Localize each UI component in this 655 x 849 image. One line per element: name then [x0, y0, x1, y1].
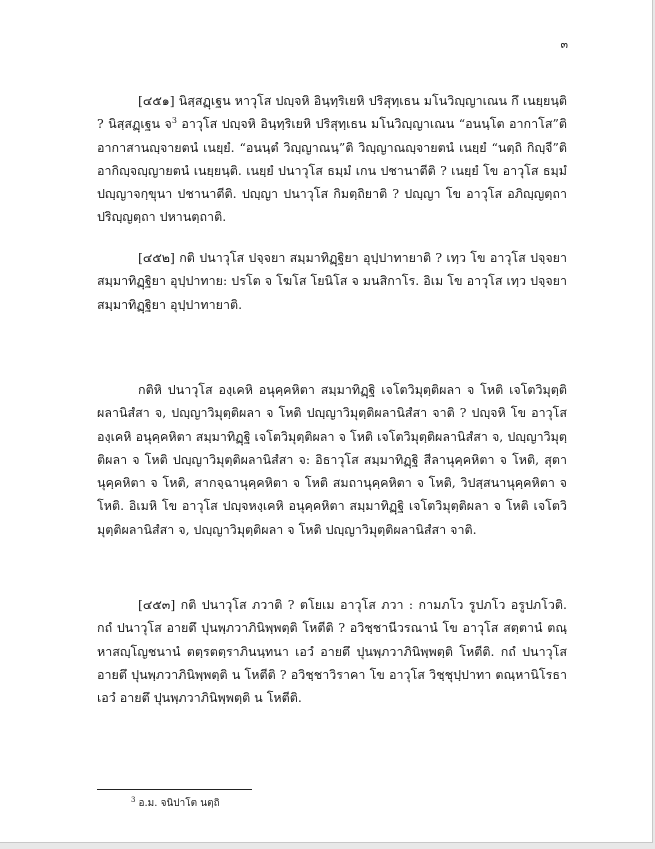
footnote-number: 3	[131, 795, 136, 804]
footnote	[131, 797, 220, 811]
footnote-reference[interactable]: 3	[171, 116, 177, 126]
paragraph-451-text-start: [๔๕๑] นิสฺสฏฺเฐน หาวุโส ปญฺจหิ อินฺทฺริเยหิ ปริสุทฺเธน มโนวิญฺญาเณน กึ เนยฺยนฺติ ? นิสฺสฏฺเฐน จ	[97, 93, 567, 132]
paragraph-452: [๔๕๒] กติ ปนาวุโส ปจฺจยา สมฺมาทิฏฺฐิยา อุปฺปาทายาติ ? เทฺว โข อาวุโส ปจฺจยา สมฺมาทิฏฺฐิยา อุปฺปาทาย: ปรโต จ โฆโส โยนิโส จ มนสิกาโร. อิเม โข อาวุโส เทฺว ปจฺจยา สมฺมาทิฏฺฐิยา อุปฺปาทายาติ.	[97, 250, 567, 312]
paragraph-451-text-end: อาวุโส ปญฺจหิ อินฺทฺริเยหิ ปริสุทฺเธน มโนวิญฺญาเณน “อนนฺโต อากาโส”ติ อากาสานญฺจายตนํ เนยฺยํ. “อนนฺตํ วิญฺญาณนฺ”ติ วิญฺญาณญฺจายตนํ เนยฺยํ “นตฺถิ กิญฺจี”ติ อากิญฺจญฺญายตนํ เนยฺยนฺติ. เนยฺยํ ปนาวุโส ธมฺมํ เกน ปชานาตีติ ? เนยฺยํ โข อาวุโส ธมฺมํ ปญฺญาจกฺขุนา ปชานาตีติ. ปญฺญา ปนาวุโส กิมตฺถิยาติ ? ปญฺญา โข อาวุโส อภิญฺญตฺถา ปริญฺญตฺถา ปหานตฺถาติ.	[97, 116, 567, 225]
paragraph-453: [๔๕๓] กติ ปนาวุโส ภวาติ ? ตโยเม อาวุโส ภวา : กามภโว รูปภโว อรูปภโวติ. กถํ ปนาวุโส อายตึ ปุนพฺภวาภินิพฺพตฺติ โหตีติ ? อวิชฺชานีวรณานํ โข อาวุโส สตฺตานํ ตณฺหาสญฺโญชนานํ ตตฺรตตฺราภินนฺทนา เอวํ อายตึ ปุนพฺภวาภินิพฺพตฺติ โหตีติ. กถํ ปนาวุโส อายตึ ปุนพฺภวาภินิพฺพตฺติ น โหตีติ ? อวิชฺชาวิราคา โข อาวุโส วิชฺชุปฺปาทา ตณฺหานิโรธา เอวํ อายตึ ปุนพฺภวาภินิพฺพตฺติ น โหตีติ.	[97, 597, 567, 706]
footnote-separator	[97, 789, 252, 790]
paragraph-452-continued: กติหิ ปนาวุโส องฺเคหิ อนุคฺคหิตา สมฺมาทิฏฺฐิ เจโตวิมุตฺติผลา จ โหติ เจโตวิมุตฺติผลานิสํสา จ, ปญฺญาวิมุตฺติผลา จ โหติ ปญฺญาวิมุตฺติผลานิสํสา จาติ ? ปญฺจหิ โข อาวุโส องฺเคหิ อนุคฺคหิตา สมฺมาทิฏฺฐิ เจโตวิมุตฺติผลา จ โหติ เจโตวิมุตฺติผลานิสํสา จ, ปญฺญาวิมุตฺติผลา จ โหติ ปญฺญาวิมุตฺติผลานิสํสา จ: อิธาวุโส สมฺมาทิฏฺฐิ สีลานุคฺคหิตา จ โหติ, สุตานุคฺคหิตา จ โหติ, สากจฺฉานุคฺคหิตา จ โหติ สมถานุคฺคหิตา จ โหติ, วิปสฺสนานุคฺคหิตา จ โหติ. อิเมหิ โข อาวุโส ปญฺจหงฺเคหิ อนุคฺคหิตา สมฺมาทิฏฺฐิ เจโตวิมุตฺติผลา จ โหติ เจโตวิมุตฺติผลานิสํสา จ, ปญฺญาวิมุตฺติผลา จ โหติ ปญฺญาวิมุตฺติผลานิสํสา จาติ.	[97, 382, 567, 537]
footnote-text: อ.ม. จนิปาโต นตฺถิ	[138, 798, 220, 809]
paragraph-451	[97, 89, 567, 229]
page-number: ๓	[560, 38, 568, 51]
